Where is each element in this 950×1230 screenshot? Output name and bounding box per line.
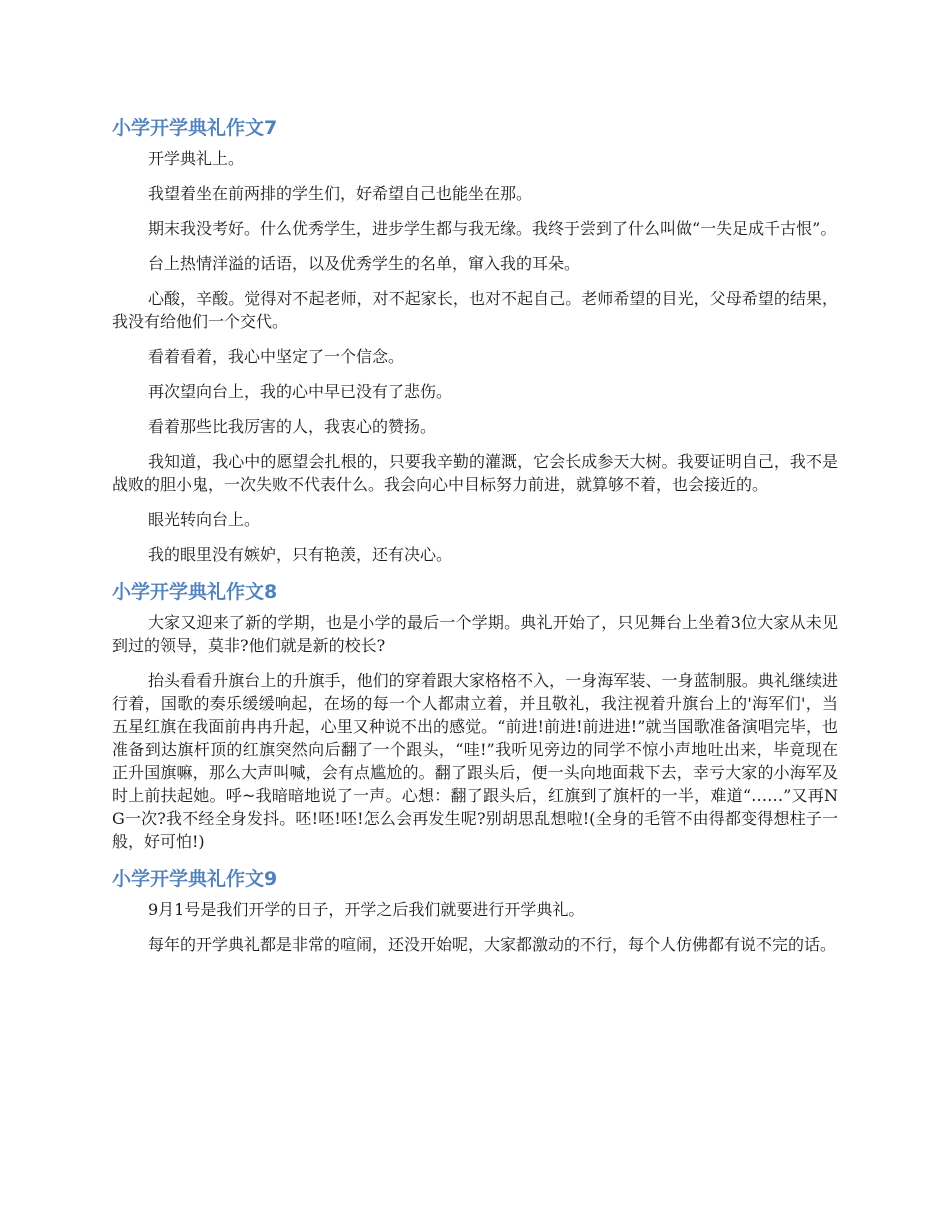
paragraph: 台上热情洋溢的话语，以及优秀学生的名单，窜入我的耳朵。 — [148, 254, 581, 273]
paragraph: 看着那些比我厉害的人，我衷心的赞扬。 — [148, 417, 437, 436]
section-title: 小学开学典礼作文7 — [112, 117, 278, 139]
paragraph: 大家又迎来了新的学期，也是小学的最后一个学期。典礼开始了，只见舞台上坐着3位大家从未见到过的领导，莫非?他们就是新的校长? — [112, 613, 838, 655]
paragraph: 我知道，我心中的愿望会扎根的，只要我辛勤的灌溉，它会长成参天大树。我要证明自己，我不是战败的胆小鬼，一次失败不代表什么。我会向心中目标努力前进，就算够不着，也会接近的。 — [112, 452, 838, 494]
document-page — [112, 112, 838, 968]
paragraph: 我望着坐在前两排的学生们，好希望自己也能坐在那。 — [148, 184, 533, 203]
paragraph: 眼光转向台上。 — [148, 510, 261, 529]
section-title: 小学开学典礼作文9 — [112, 868, 278, 890]
paragraph: 期末我没考好。什么优秀学生，进步学生都与我无缘。我终于尝到了什么叫做“一失足成千古恨”。 — [148, 219, 837, 238]
essay-section-7 — [112, 112, 838, 566]
essay-section-9 — [112, 863, 838, 956]
paragraph: 我的眼里没有嫉妒，只有艳羡，还有决心。 — [148, 545, 453, 564]
paragraph: 每年的开学典礼都是非常的喧闹，还没开始呢，大家都激动的不行，每个人仿佛都有说不完的话。 — [148, 935, 837, 954]
paragraph: 开学典礼上。 — [148, 149, 245, 168]
paragraph: 再次望向台上，我的心中早已没有了悲伤。 — [148, 382, 453, 401]
section-title: 小学开学典礼作文8 — [112, 581, 278, 603]
essay-section-8 — [112, 576, 838, 853]
paragraph: 抬头看看升旗台上的升旗手，他们的穿着跟大家格格不入，一身海军装、一身蓝制服。典礼继续进行着，国歌的奏乐缓缓响起，在场的每一个人都肃立着，并且敬礼，我注视着升旗台上的'海军们'，当五星红旗在我面前冉冉升起，心里又种说不出的感觉。“前进!前进!前进进!”就当国歌准备演唱完毕，也准备到达旗杆顶的红旗突然向后翻了一个跟头，“哇!”我听见旁边的同学不惊小声地吐出来，毕竟现在正升国旗嘛，那么大声叫喊，会有点尴尬的。翻了跟头后，便一头向地面栽下去，幸亏大家的小海军及时上前扶起她。呼~我暗暗地说了一声。心想：翻了跟头后，红旗到了旗杆的一半，难道“……”又再NG一次?我不经全身发抖。呸!呸!呸!怎么会再发生呢?别胡思乱想啦!(全身的毛管不由得都变得想柱子一般，好可怕!) — [112, 671, 838, 851]
paragraph: 看着看着，我心中坚定了一个信念。 — [148, 347, 405, 366]
paragraph: 9月1号是我们开学的日子，开学之后我们就要进行开学典礼。 — [148, 900, 585, 919]
paragraph: 心酸，辛酸。觉得对不起老师，对不起家长，也对不起自己。老师希望的目光，父母希望的结果，我没有给他们一个交代。 — [112, 289, 838, 331]
